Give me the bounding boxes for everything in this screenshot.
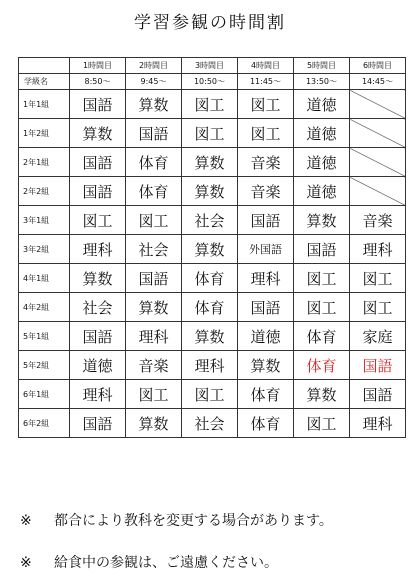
subject-cell: 国語 bbox=[238, 293, 294, 322]
subject-cell: 算数 bbox=[182, 148, 238, 177]
subject-cell: 道徳 bbox=[294, 119, 350, 148]
period-label: 3時間目 bbox=[182, 58, 238, 74]
subject-cell: 算数 bbox=[126, 293, 182, 322]
subject-cell: 国語 bbox=[350, 351, 406, 380]
subject-cell: 体育 bbox=[238, 380, 294, 409]
subject-cell: 体育 bbox=[126, 177, 182, 206]
no-class-cell bbox=[350, 119, 406, 148]
note-text: 都合により教科を変更する場合があります。 bbox=[54, 513, 333, 529]
subject-cell: 社会 bbox=[182, 206, 238, 235]
subject-cell: 図工 bbox=[294, 264, 350, 293]
subject-cell: 体育 bbox=[182, 264, 238, 293]
subject-cell: 理科 bbox=[70, 380, 126, 409]
subject-cell: 国語 bbox=[70, 322, 126, 351]
class-column-label: 学級名 bbox=[19, 74, 70, 90]
subject-cell: 外国語 bbox=[238, 235, 294, 264]
subject-cell: 理科 bbox=[350, 409, 406, 438]
subject-cell: 図工 bbox=[182, 380, 238, 409]
class-row bbox=[19, 119, 406, 148]
class-row bbox=[19, 409, 406, 438]
class-name: 6年2組 bbox=[19, 409, 70, 438]
class-name: 2年2組 bbox=[19, 177, 70, 206]
subject-cell: 算数 bbox=[70, 264, 126, 293]
subject-cell: 社会 bbox=[126, 235, 182, 264]
period-label: 5時間目 bbox=[294, 58, 350, 74]
subject-cell: 体育 bbox=[294, 322, 350, 351]
subject-cell: 道徳 bbox=[294, 148, 350, 177]
class-name: 3年2組 bbox=[19, 235, 70, 264]
subject-cell: 図工 bbox=[238, 119, 294, 148]
subject-cell: 算数 bbox=[126, 90, 182, 119]
subject-cell: 理科 bbox=[70, 235, 126, 264]
class-row bbox=[19, 264, 406, 293]
subject-cell: 算数 bbox=[182, 177, 238, 206]
class-row bbox=[19, 148, 406, 177]
start-time: 8:50～ bbox=[70, 74, 126, 90]
subject-cell: 図工 bbox=[182, 90, 238, 119]
period-label: 2時間目 bbox=[126, 58, 182, 74]
period-label: 4時間目 bbox=[238, 58, 294, 74]
class-row bbox=[19, 235, 406, 264]
class-row bbox=[19, 322, 406, 351]
subject-cell: 道徳 bbox=[238, 322, 294, 351]
class-row bbox=[19, 177, 406, 206]
subject-cell: 道徳 bbox=[294, 177, 350, 206]
note-1 bbox=[20, 510, 333, 530]
start-time: 10:50～ bbox=[182, 74, 238, 90]
subject-cell: 体育 bbox=[238, 409, 294, 438]
subject-cell: 図工 bbox=[126, 380, 182, 409]
subject-cell: 理科 bbox=[238, 264, 294, 293]
start-time: 9:45～ bbox=[126, 74, 182, 90]
subject-cell: 道徳 bbox=[70, 351, 126, 380]
class-row bbox=[19, 206, 406, 235]
subject-cell: 図工 bbox=[70, 206, 126, 235]
note-2 bbox=[20, 552, 278, 572]
period-label: 1時間目 bbox=[70, 58, 126, 74]
class-row bbox=[19, 90, 406, 119]
corner-cell bbox=[19, 58, 70, 74]
class-name: 5年2組 bbox=[19, 351, 70, 380]
subject-cell: 算数 bbox=[238, 351, 294, 380]
subject-cell: 図工 bbox=[182, 119, 238, 148]
subject-cell: 図工 bbox=[238, 90, 294, 119]
subject-cell: 社会 bbox=[182, 409, 238, 438]
subject-cell: 国語 bbox=[70, 90, 126, 119]
no-class-cell bbox=[350, 90, 406, 119]
subject-cell: 体育 bbox=[126, 148, 182, 177]
no-class-cell bbox=[350, 177, 406, 206]
class-name: 1年1組 bbox=[19, 90, 70, 119]
subject-cell: 算数 bbox=[294, 206, 350, 235]
class-name: 1年2組 bbox=[19, 119, 70, 148]
subject-cell: 音楽 bbox=[350, 206, 406, 235]
period-header-row bbox=[19, 58, 406, 74]
subject-cell: 図工 bbox=[350, 264, 406, 293]
class-name: 2年1組 bbox=[19, 148, 70, 177]
class-name: 3年1組 bbox=[19, 206, 70, 235]
subject-cell: 国語 bbox=[126, 264, 182, 293]
subject-cell: 図工 bbox=[350, 293, 406, 322]
page-title: 学習参観の時間割 bbox=[134, 13, 286, 33]
class-row bbox=[19, 380, 406, 409]
class-name: 4年1組 bbox=[19, 264, 70, 293]
period-label: 6時間目 bbox=[350, 58, 406, 74]
start-time: 14:45～ bbox=[350, 74, 406, 90]
subject-cell: 国語 bbox=[350, 380, 406, 409]
subject-cell: 理科 bbox=[350, 235, 406, 264]
subject-cell: 算数 bbox=[182, 235, 238, 264]
start-time: 11:45～ bbox=[238, 74, 294, 90]
subject-cell: 図工 bbox=[294, 293, 350, 322]
class-name: 5年1組 bbox=[19, 322, 70, 351]
class-row bbox=[19, 351, 406, 380]
subject-cell: 国語 bbox=[70, 148, 126, 177]
start-time: 13:50～ bbox=[294, 74, 350, 90]
class-row bbox=[19, 293, 406, 322]
subject-cell: 国語 bbox=[70, 409, 126, 438]
note-text: 給食中の参観は、ご遠慮ください。 bbox=[54, 555, 278, 571]
subject-cell: 理科 bbox=[126, 322, 182, 351]
subject-cell: 道徳 bbox=[294, 90, 350, 119]
subject-cell: 国語 bbox=[238, 206, 294, 235]
subject-cell: 体育 bbox=[294, 351, 350, 380]
subject-cell: 音楽 bbox=[238, 177, 294, 206]
subject-cell: 算数 bbox=[126, 409, 182, 438]
class-name: 4年2組 bbox=[19, 293, 70, 322]
class-name: 6年1組 bbox=[19, 380, 70, 409]
subject-cell: 音楽 bbox=[126, 351, 182, 380]
subject-cell: 社会 bbox=[70, 293, 126, 322]
time-header-row bbox=[19, 74, 406, 90]
subject-cell: 算数 bbox=[182, 322, 238, 351]
subject-cell: 図工 bbox=[294, 409, 350, 438]
no-class-cell bbox=[350, 148, 406, 177]
timetable bbox=[18, 57, 406, 438]
subject-cell: 国語 bbox=[294, 235, 350, 264]
subject-cell: 家庭 bbox=[350, 322, 406, 351]
subject-cell: 音楽 bbox=[238, 148, 294, 177]
subject-cell: 理科 bbox=[182, 351, 238, 380]
subject-cell: 図工 bbox=[126, 206, 182, 235]
subject-cell: 国語 bbox=[126, 119, 182, 148]
subject-cell: 算数 bbox=[70, 119, 126, 148]
reference-mark: ※ bbox=[20, 513, 32, 529]
subject-cell: 体育 bbox=[182, 293, 238, 322]
reference-mark: ※ bbox=[20, 555, 32, 571]
subject-cell: 国語 bbox=[70, 177, 126, 206]
subject-cell: 算数 bbox=[294, 380, 350, 409]
